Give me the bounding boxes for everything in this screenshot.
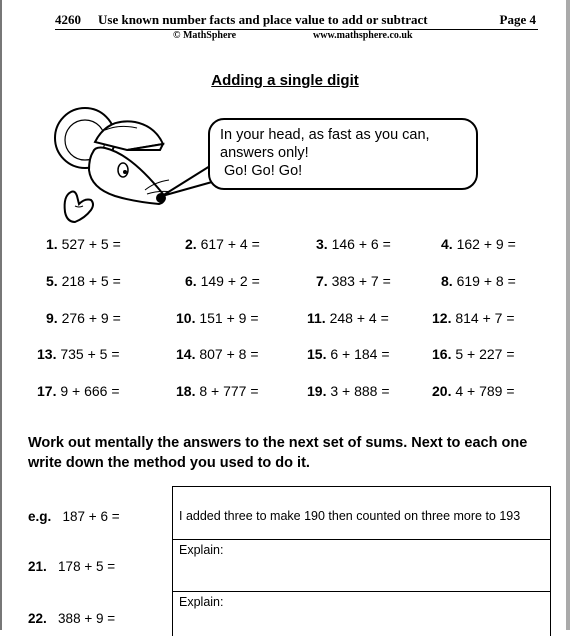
method-question-sum: 388 + 9 = bbox=[58, 611, 116, 626]
question-number: 18. bbox=[176, 383, 196, 399]
question-number: 8. bbox=[441, 273, 453, 289]
question-sum: 3 + 888 = bbox=[330, 383, 390, 399]
table-divider bbox=[173, 591, 550, 592]
question-sum: 814 + 7 = bbox=[455, 310, 515, 326]
question-number: 15. bbox=[307, 346, 327, 362]
page-border-left bbox=[0, 0, 2, 630]
question-item bbox=[432, 346, 515, 362]
table-divider bbox=[173, 539, 550, 540]
example-answer: I added three to make 190 then counted on three more to 193 bbox=[179, 509, 521, 523]
method-table bbox=[172, 486, 551, 636]
question-item bbox=[176, 310, 259, 326]
question-sum: 4 + 789 = bbox=[455, 383, 515, 399]
question-item bbox=[316, 236, 391, 252]
header bbox=[55, 12, 538, 30]
speech-line-3: Go! Go! Go! bbox=[224, 163, 303, 179]
question-sum: 248 + 4 = bbox=[329, 310, 389, 326]
question-item bbox=[37, 346, 120, 362]
example-label: e.g. bbox=[28, 509, 52, 524]
example-question bbox=[28, 509, 120, 524]
speech-line-2: answers only! bbox=[220, 145, 309, 161]
question-item bbox=[185, 236, 260, 252]
question-item bbox=[185, 273, 260, 289]
question-item bbox=[441, 273, 516, 289]
question-number: 17. bbox=[37, 383, 57, 399]
explain-label: Explain: bbox=[179, 543, 224, 557]
question-number: 12. bbox=[432, 310, 452, 326]
question-item bbox=[432, 310, 515, 326]
question-number: 3. bbox=[316, 236, 328, 252]
method-question bbox=[28, 611, 115, 626]
question-item bbox=[307, 346, 390, 362]
speech-line-1: In your head, as fast as you can, bbox=[220, 127, 430, 143]
method-question-number: 22. bbox=[28, 611, 47, 626]
page-border-right bbox=[566, 0, 570, 630]
question-sum: 383 + 7 = bbox=[331, 273, 391, 289]
publisher: © MathSphere bbox=[173, 30, 237, 41]
question-item bbox=[46, 236, 121, 252]
question-sum: 6 + 184 = bbox=[330, 346, 390, 362]
method-question-sum: 178 + 5 = bbox=[58, 559, 116, 574]
worksheet-code: 4260 bbox=[55, 12, 81, 27]
speech-bubble bbox=[208, 118, 478, 190]
question-sum: 5 + 227 = bbox=[455, 346, 515, 362]
question-item bbox=[307, 310, 389, 326]
question-item bbox=[307, 383, 390, 399]
question-item bbox=[176, 346, 259, 362]
question-number: 10. bbox=[176, 310, 196, 326]
question-sum: 9 + 666 = bbox=[60, 383, 120, 399]
question-sum: 218 + 5 = bbox=[61, 273, 121, 289]
question-sum: 162 + 9 = bbox=[456, 236, 516, 252]
question-number: 1. bbox=[46, 236, 58, 252]
question-number: 16. bbox=[432, 346, 452, 362]
question-item bbox=[441, 236, 516, 252]
worksheet-title: Use known number facts and place value to add or subtract bbox=[98, 12, 428, 27]
page-number: Page 4 bbox=[499, 12, 536, 27]
question-sum: 151 + 9 = bbox=[199, 310, 259, 326]
question-number: 19. bbox=[307, 383, 327, 399]
question-item bbox=[46, 310, 121, 326]
question-sum: 149 + 2 = bbox=[200, 273, 260, 289]
explain-label: Explain: bbox=[179, 595, 224, 609]
question-sum: 527 + 5 = bbox=[61, 236, 121, 252]
question-number: 4. bbox=[441, 236, 453, 252]
header-credits bbox=[55, 30, 538, 44]
question-sum: 735 + 5 = bbox=[60, 346, 120, 362]
section-title bbox=[0, 72, 570, 89]
question-item bbox=[37, 383, 120, 399]
question-number: 6. bbox=[185, 273, 197, 289]
question-sum: 619 + 8 = bbox=[456, 273, 516, 289]
question-sum: 146 + 6 = bbox=[331, 236, 391, 252]
question-sum: 807 + 8 = bbox=[199, 346, 259, 362]
example-sum: 187 + 6 = bbox=[62, 509, 120, 524]
question-sum: 617 + 4 = bbox=[200, 236, 260, 252]
question-item bbox=[432, 383, 515, 399]
question-item bbox=[46, 273, 121, 289]
section-title-text: Adding a single digit bbox=[211, 72, 359, 89]
question-number: 13. bbox=[37, 346, 57, 362]
question-number: 5. bbox=[46, 273, 58, 289]
instructions: Work out mentally the answers to the next set of sums. Next to each one write down the method you used to do it. bbox=[28, 435, 528, 471]
question-number: 11. bbox=[307, 310, 326, 326]
question-number: 9. bbox=[46, 310, 58, 326]
question-item bbox=[176, 383, 259, 399]
question-number: 2. bbox=[185, 236, 197, 252]
question-number: 20. bbox=[432, 383, 452, 399]
question-sum: 8 + 777 = bbox=[199, 383, 259, 399]
question-number: 7. bbox=[316, 273, 328, 289]
question-number: 14. bbox=[176, 346, 196, 362]
method-question-number: 21. bbox=[28, 559, 47, 574]
question-item bbox=[316, 273, 391, 289]
question-sum: 276 + 9 = bbox=[61, 310, 121, 326]
method-question bbox=[28, 559, 115, 574]
website: www.mathsphere.co.uk bbox=[313, 30, 413, 41]
